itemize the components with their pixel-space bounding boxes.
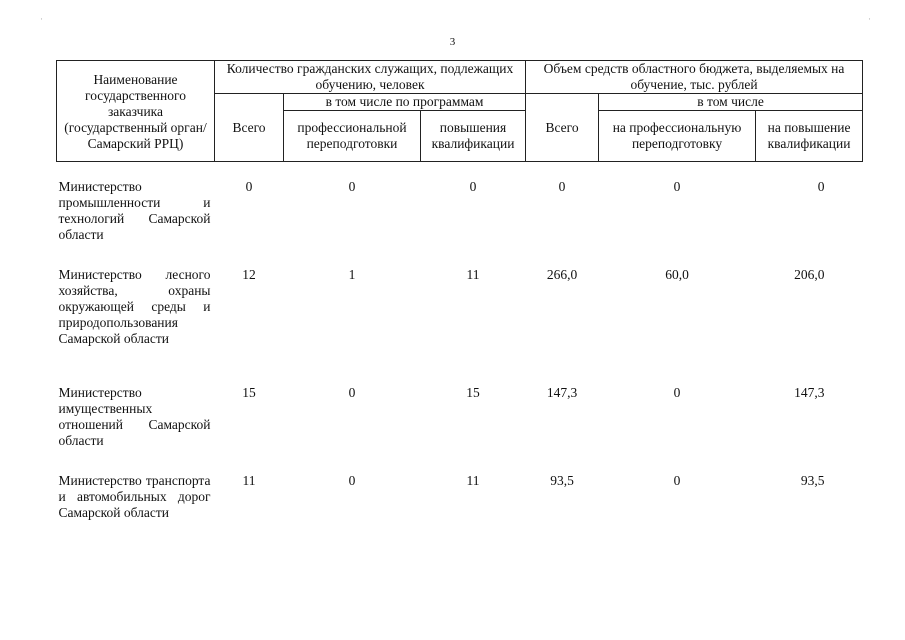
header-staff-including: в том числе по программам (284, 94, 526, 111)
budget-retraining: 0 (673, 385, 681, 400)
customer-name: Министерство транспорта и автомобильных дорог Самарской области (58, 473, 211, 520)
staff-total: 11 (242, 473, 256, 488)
header-budget-including: в том числе (599, 94, 863, 111)
staff-retraining: 1 (348, 267, 356, 282)
customer-name: Министерство лесного хозяйства, охраны окружающей среды и природопользования Самарской области (58, 267, 211, 346)
header-body-spacer (57, 162, 863, 180)
header-budget-qualification: на повышение квалификации (756, 111, 863, 162)
staff-retraining: 0 (348, 179, 356, 194)
budget-total: 93,5 (550, 473, 574, 488)
budget-qualification: 93,5 (800, 473, 825, 488)
scan-corner-mark-left: · (40, 14, 43, 24)
table-row (57, 179, 863, 267)
table-body (57, 162, 863, 546)
staff-qualification: 11 (466, 267, 480, 282)
staff-retraining: 0 (348, 385, 356, 400)
training-budget-table (56, 60, 863, 545)
staff-total: 12 (242, 267, 256, 282)
budget-qualification: 0 (817, 179, 825, 194)
customer-name: Министерство промышленности и технологий Самарской области (58, 179, 211, 242)
header-customer-name: Наименование государственного заказчика (государственный орган/Самарский РРЦ) (57, 61, 215, 162)
page-number: 3 (449, 36, 456, 48)
header-budget-group: Объем средств областного бюджета, выделяемых на обучение, тыс. рублей (526, 61, 863, 94)
staff-total: 0 (245, 179, 253, 194)
budget-total: 266,0 (546, 267, 578, 282)
table-row (57, 385, 863, 473)
budget-total: 0 (558, 179, 566, 194)
budget-qualification: 206,0 (794, 267, 825, 282)
staff-qualification: 0 (469, 179, 477, 194)
table-header (57, 61, 863, 162)
header-staff-retraining: профессиональной переподготовки (284, 111, 421, 162)
staff-total: 15 (242, 385, 256, 400)
staff-qualification: 15 (466, 385, 480, 400)
header-budget-retraining: на профессиональную переподготовку (599, 111, 756, 162)
budget-total: 147,3 (546, 385, 578, 400)
budget-retraining: 0 (673, 179, 681, 194)
budget-qualification: 147,3 (794, 385, 825, 400)
table-row (57, 267, 863, 385)
header-staff-total: Всего (215, 94, 284, 162)
header-staff-qualification: повышения квалификации (421, 111, 526, 162)
staff-retraining: 0 (348, 473, 356, 488)
header-budget-total: Всего (526, 94, 599, 162)
scan-corner-mark-right: · (868, 14, 871, 24)
customer-name: Министерство имущественных отношений Самарской области (58, 385, 211, 448)
budget-retraining: 0 (673, 473, 681, 488)
header-staff-count-group: Количество гражданских служащих, подлежащих обучению, человек (215, 61, 526, 94)
budget-retraining: 60,0 (665, 267, 689, 282)
staff-qualification: 11 (466, 473, 480, 488)
table-row (57, 473, 863, 545)
